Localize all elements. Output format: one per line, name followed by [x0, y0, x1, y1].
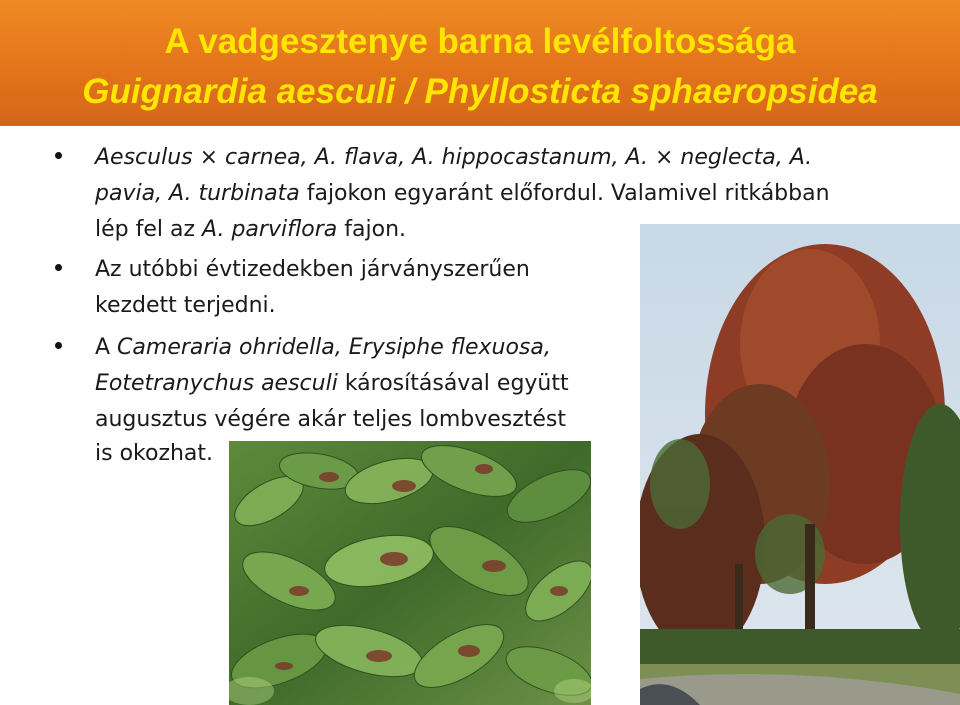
bullet-1-text-post: fajon.	[337, 217, 407, 242]
bullet-1-text-pre: lép fel az	[95, 217, 203, 242]
bullet-1-line-1: Aesculus × carnea, A. flava, A. hippocastanum, A. × neglecta, A.	[95, 145, 813, 170]
bullet-3-line-3: augusztus végére akár teljes lombvesztést	[95, 407, 567, 432]
bullet-3-text: károsításával együtt	[337, 371, 569, 396]
bullet-1-line-2	[95, 177, 830, 211]
bullet-dot	[55, 152, 62, 159]
pest-name: Eotetranychus aesculi	[95, 371, 338, 396]
species-list: pavia, A. turbinata	[95, 181, 300, 206]
leaf-blotch-photo	[229, 441, 591, 705]
species-name: A. parviflora	[202, 217, 338, 242]
bullet-dot	[55, 264, 62, 271]
chestnut-trees-photo	[640, 224, 960, 705]
bullet-3-text-pre: A	[95, 335, 118, 360]
bullet-3-line-2	[95, 367, 569, 401]
bullet-2-line-1: Az utóbbi évtizedekben járványszerűen	[95, 257, 530, 282]
bullet-2-line-2: kezdett terjedni.	[95, 293, 276, 318]
title-bar	[0, 0, 960, 126]
bullet-3-line-4: is okozhat.	[95, 441, 214, 466]
slide-subtitle: Guignardia aesculi / Phyllosticta sphaeropsidea	[82, 72, 878, 111]
bullet-1-text: fajokon egyaránt előfordul. Valamivel ritkábban	[299, 181, 830, 206]
pest-names: Cameraria ohridella, Erysiphe flexuosa,	[117, 335, 551, 360]
bullet-dot	[55, 342, 62, 349]
slide-title: A vadgesztenye barna levélfoltossága	[164, 22, 796, 61]
bullet-1-line-3	[95, 213, 406, 247]
bullet-3-line-1	[95, 331, 551, 365]
